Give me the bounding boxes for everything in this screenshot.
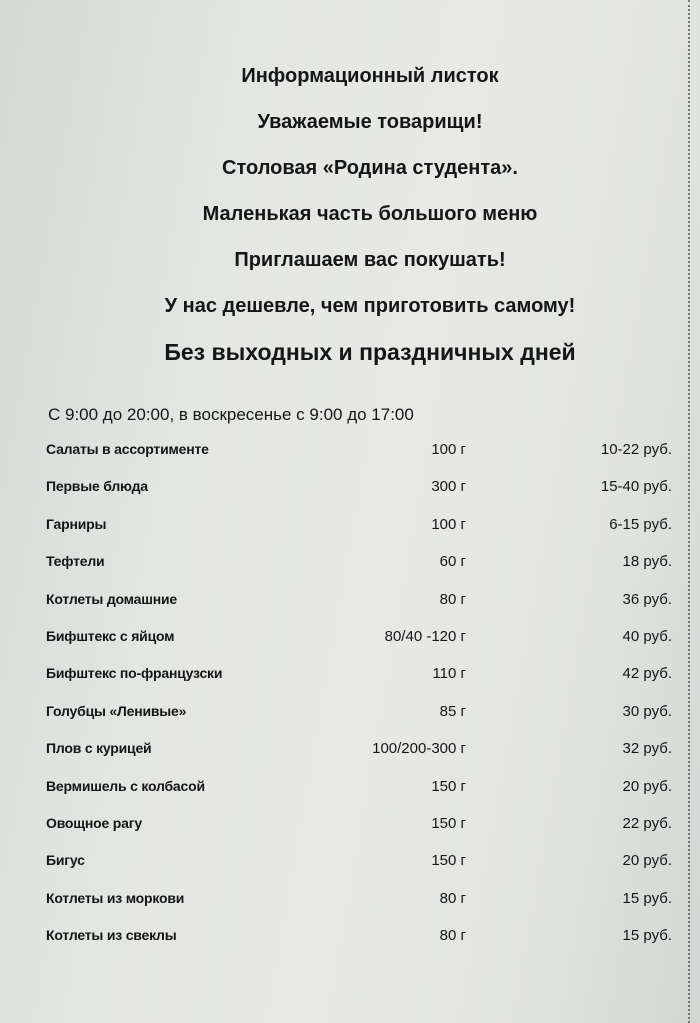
menu-row — [0, 740, 700, 777]
dish-name: Бифштекс с яйцом — [46, 627, 175, 644]
dish-price: 6-15 руб. — [609, 515, 672, 533]
menu-row — [0, 852, 700, 889]
no-days-off-line: Без выходных и праздничных дней — [164, 339, 576, 365]
dish-weight: 80/40 -120 г — [384, 627, 466, 645]
dish-weight: 150 г — [431, 777, 466, 795]
dish-price: 32 руб. — [622, 740, 672, 758]
dish-price: 20 руб. — [622, 777, 672, 795]
dish-name: Бигус — [46, 852, 85, 869]
menu-row — [0, 890, 700, 927]
dish-price: 40 руб. — [622, 627, 672, 645]
dish-weight: 100 г — [431, 441, 466, 458]
invite-line: Приглашаем вас покушать! — [234, 249, 506, 271]
dish-name: Котлеты из свеклы — [46, 927, 177, 944]
menu-row — [0, 665, 700, 702]
dish-name: Тефтели — [46, 553, 105, 570]
dish-name: Бифштекс по-французски — [46, 665, 223, 682]
dish-name: Первые блюда — [46, 478, 148, 495]
dish-name: Котлеты домашние — [46, 590, 177, 607]
dish-price: 22 руб. — [622, 814, 672, 832]
dish-weight: 300 г — [431, 478, 466, 496]
canteen-name-line: Столовая «Родина студента». — [222, 157, 518, 179]
dish-price: 15 руб. — [622, 927, 672, 945]
dish-price: 20 руб. — [622, 852, 672, 870]
menu-row — [0, 628, 700, 665]
dish-weight: 80 г — [439, 590, 466, 608]
menu-row — [0, 553, 700, 590]
dish-name: Голубцы «Ленивые» — [46, 702, 187, 719]
dish-weight: 150 г — [431, 814, 466, 832]
dish-weight: 100/200-300 г — [372, 740, 466, 758]
menu-row — [0, 815, 700, 852]
menu-row — [0, 778, 700, 815]
dish-price: 42 руб. — [622, 665, 672, 683]
dish-weight: 80 г — [439, 927, 466, 945]
sheet-title: Информационный листок — [241, 65, 499, 87]
dish-price: 30 руб. — [622, 702, 672, 720]
dish-name: Салаты в ассортименте — [46, 441, 209, 457]
slogan-line: У нас дешевле, чем приготовить самому! — [164, 295, 576, 317]
dish-name: Котлеты из моркови — [46, 889, 185, 906]
dish-name: Вермишель с колбасой — [46, 777, 205, 794]
menu-row — [0, 478, 700, 515]
dish-name: Овощное рагу — [46, 814, 142, 831]
menu-row — [0, 927, 700, 964]
dish-weight: 100 г — [431, 515, 466, 533]
menu-note-line: Маленькая часть большого меню — [202, 203, 538, 225]
dish-name: Плов с курицей — [46, 740, 152, 757]
dish-price: 10-22 руб. — [600, 441, 672, 458]
dish-price: 36 руб. — [622, 590, 672, 608]
dish-weight: 150 г — [431, 852, 466, 870]
dish-price: 18 руб. — [622, 553, 672, 571]
menu-row — [0, 441, 700, 478]
dish-weight: 60 г — [439, 553, 466, 571]
dish-weight: 80 г — [439, 889, 466, 907]
dish-weight: 110 г — [432, 665, 466, 683]
greeting-line: Уважаемые товарищи! — [257, 111, 483, 133]
dish-price: 15-40 руб. — [600, 478, 672, 496]
menu-list — [0, 441, 700, 964]
menu-row — [0, 591, 700, 628]
dish-price: 15 руб. — [622, 889, 672, 907]
dish-weight: 85 г — [439, 702, 466, 720]
sheet-header — [0, 62, 700, 384]
opening-hours: С 9:00 до 20:00, в воскресенье с 9:00 до 17:00 — [48, 405, 414, 424]
dish-name: Гарниры — [46, 515, 107, 532]
menu-row — [0, 703, 700, 740]
menu-row — [0, 516, 700, 553]
